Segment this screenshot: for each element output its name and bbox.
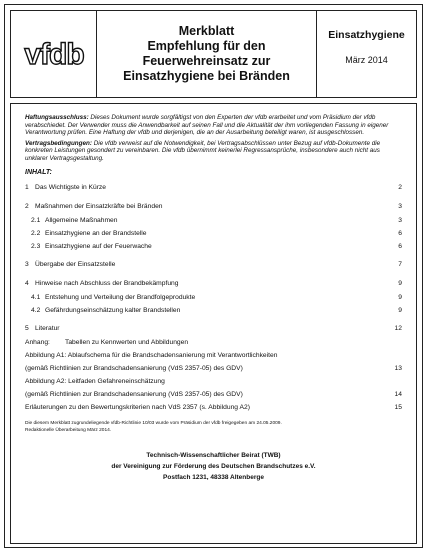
appendix-entry[interactable] [25,352,402,360]
disclaimer-text: Dieses Dokument wurde sorgfältigst von den Experten der vfdb erarbeitet und vom Präsidium der vfdb verabschiedet. Der Verwender muss die Anwendbarkeit auf seinen Fall und die Aktualität der ihm vorliegenden Fassung in eigener Verantwortung prüfen. Eine Haftung der vfdb und derjenigen, die an der Ausarbeitung beteiligt waren, ist ausgeschlossen. [25,114,389,137]
appendix-entry[interactable] [25,391,402,399]
toc-page: 7 [398,260,402,268]
title-line-1: Empfehlung für den [147,39,266,53]
appendix-page: 13 [394,364,402,372]
topic-label: Einsatzhygiene [328,29,405,41]
toc-number: 1 [25,183,29,191]
toc-entry[interactable] [25,261,402,269]
toc-entry[interactable] [25,325,402,333]
issue-date: März 2014 [345,55,388,65]
content-box [10,103,417,544]
toc-text: Allgemeine Maßnahmen [45,216,118,224]
appendix-label: Anhang: [25,338,50,346]
logo-text: vfdb [23,38,84,71]
toc-entry[interactable] [25,243,402,251]
toc-page: 2 [398,183,402,191]
footer-line-1: Technisch-Wissenschaftlicher Beirat (TWB) [146,451,281,459]
appendix-text: Abbildung A2: Leitfaden Gefahreneinschätzung [25,377,165,385]
toc-text: Einsatzhygiene an der Brandstelle [45,229,147,237]
toc-page: 9 [398,306,402,314]
terms-text: Die vfdb verweist auf die Notwendigkeit, bei Vertragsabschlüssen unter Bezug auf vfdb-Dokumente die konkreten Leistungen gesondert zu vereinbaren. Die vfdb übernimmt keinerlei Regressansprüche, insbesondere auch nicht aus unklarer Vertragsgestaltung. [25,139,381,162]
terms-label: Vertragsbedingungen: [25,139,92,147]
title-block [97,11,317,97]
toc-text: Literatur [35,324,60,332]
toc-entry[interactable] [25,217,402,225]
document-page [4,4,423,548]
table-of-contents [25,184,402,333]
vfdb-logo [11,11,97,97]
appendix-entry[interactable] [25,378,402,386]
appendix-entry[interactable] [25,365,402,373]
doc-type: Merkblatt [178,24,235,38]
toc-text: Gefährdungseinschätzung kalter Brandstellen [45,306,181,314]
toc-number: 2.2 [31,229,41,237]
appendix-page: 14 [394,390,402,398]
toc-page: 6 [398,229,402,237]
toc-entry[interactable] [25,184,402,192]
toc-number: 2 [25,202,29,210]
release-note-line-1: Die diesem Merkblatt zugrundeliegende vfdb-Richtlinie 10/03 wurde vom Präsidium der vfdb freigegeben am 24.05.2009. [25,420,282,426]
toc-page: 12 [394,324,402,332]
footer-line-3: Postfach 1231, 48338 Altenberge [163,473,264,481]
terms-paragraph [25,140,402,163]
disclaimer-label: Haftungsausschluss: [25,114,89,121]
appendix-page: 15 [394,403,402,411]
toc-number: 3 [25,260,29,268]
toc-number: 4.1 [31,293,41,301]
toc-entry[interactable] [25,280,402,288]
toc-number: 5 [25,324,29,332]
vfdb-logo-icon [17,34,91,74]
title-line-3: Einsatzhygiene bei Bränden [123,69,290,83]
toc-text: Hinweise nach Abschluss der Brandbekämpfung [35,279,179,287]
toc-text: Einsatzhygiene auf der Feuerwache [45,242,152,250]
toc-number: 2.3 [31,242,41,250]
toc-entry[interactable] [25,307,402,315]
toc-page: 3 [398,202,402,210]
appendix-heading: Tabellen zu Kennwerten und Abbildungen [65,338,189,346]
appendix-entry[interactable] [25,404,402,412]
toc-page: 9 [398,279,402,287]
toc-entry[interactable] [25,230,402,238]
publisher-footer [25,450,402,483]
appendix-text: Erläuterungen zu den Bewertungskriterien nach VdS 2357 (s. Abbildung A2) [25,403,250,411]
toc-text: Entstehung und Verteilung der Brandfolgeprodukte [45,293,196,301]
toc-page: 3 [398,216,402,224]
appendix-text: (gemäß Richtlinien zur Brandschadensanierung (VdS 2357-05) des GDV) [25,390,243,398]
toc-number: 4.2 [31,306,41,314]
toc-page: 9 [398,293,402,301]
toc-entry[interactable] [25,294,402,302]
meta-block [317,11,416,97]
toc-number: 4 [25,279,29,287]
footer-line-2: der Vereinigung zur Förderung des Deutschen Brandschutzes e.V. [111,462,316,470]
title-line-2: Feuerwehreinsatz zur [142,54,271,68]
appendix-heading-row [25,339,402,347]
toc-text: Das Wichtigste in Kürze [35,183,106,191]
document-header [10,10,417,98]
appendix-section [25,339,402,412]
appendix-text: (gemäß Richtlinien zur Brandschadensanierung (VdS 2357-05) des GDV) [25,364,243,372]
release-note-line-2: Redaktionelle Überarbeitung März 2014. [25,427,112,433]
toc-heading: INHALT: [25,168,52,176]
toc-text: Übergabe der Einsatzstelle [35,260,116,268]
release-note [25,420,402,434]
disclaimer-paragraph [25,114,402,137]
toc-number: 2.1 [31,216,41,224]
toc-page: 6 [398,242,402,250]
appendix-text: Abbildung A1: Ablaufschema für die Brandschadensanierung mit Verantwortlichkeiten [25,351,278,359]
toc-text: Maßnahmen der Einsatzkräfte bei Bränden [35,202,163,210]
toc-entry[interactable] [25,203,402,211]
